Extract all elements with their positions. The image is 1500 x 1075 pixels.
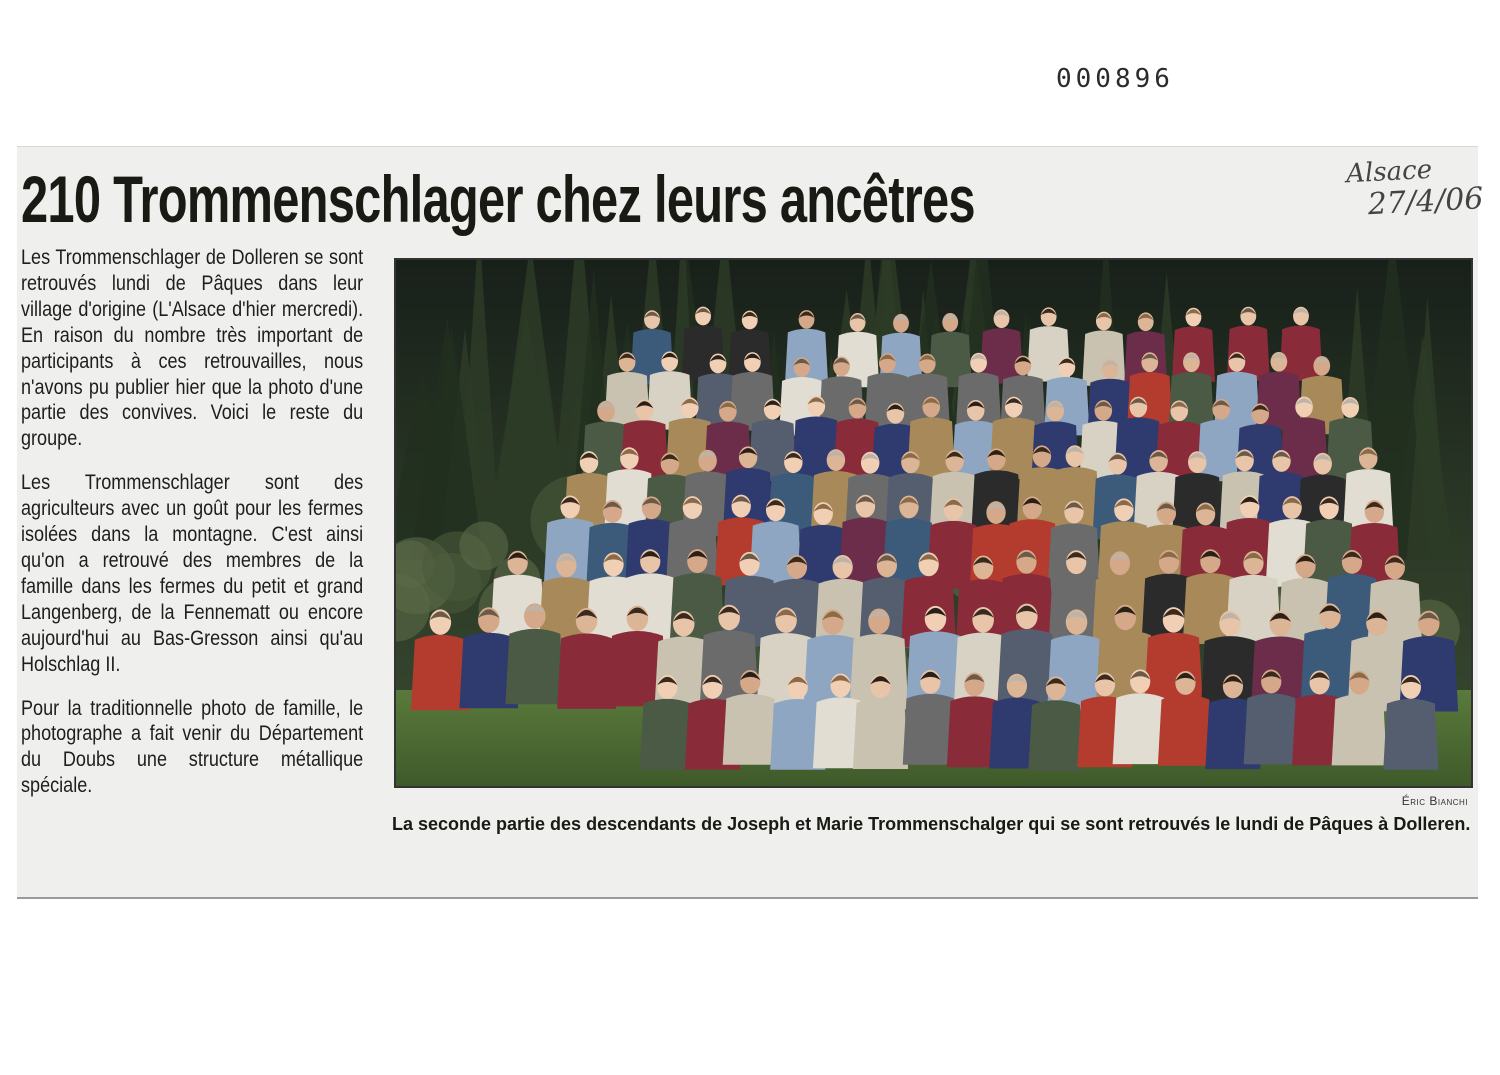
- photo-caption: La seconde partie des descendants de Joseph et Marie Trommenschalger qui se sont retrouvés le lundi de Pâques à Dolleren.: [392, 814, 1471, 834]
- article-paragraph: Les Trommenschlager de Dolleren se sont retrouvés lundi de Pâques dans leur village d'origine (L'Alsace d'hier mercredi). En raison du nombre très important de participants à ces retrouvailles, nous n'avons pu publier hier que la photo d'une partie des convives. Voici le reste du groupe.: [21, 246, 364, 451]
- newspaper-clipping: [17, 146, 1485, 899]
- group-photo: [394, 258, 1473, 788]
- handwritten-date: 27/4/06: [1366, 181, 1485, 223]
- article-body: [21, 245, 364, 817]
- article-paragraph: Pour la traditionnelle photo de famille, le photographe a fait venir du Département du Doubs une structure métallique spéciale.: [21, 696, 364, 798]
- photo-credit: Éric Bianchi: [1401, 794, 1468, 808]
- handwritten-publication: Alsace: [1345, 154, 1433, 190]
- archive-stamp-number: 000896: [1056, 64, 1174, 94]
- headline: 210 Trommenschlager chez leurs ancêtres: [21, 162, 975, 236]
- article-paragraph: Les Trommenschlager sont des agriculteurs avec un goût pour les fermes isolées dans la montagne. C'est ainsi qu'on a retrouvé des membres de la famille dans les fermes du petit et grand Langenberg, de la Fennematt ou encore aujourd'hui au Bas-Gresson ainsi qu'au Holschlag II.: [21, 471, 364, 676]
- handwritten-note: [1343, 152, 1485, 223]
